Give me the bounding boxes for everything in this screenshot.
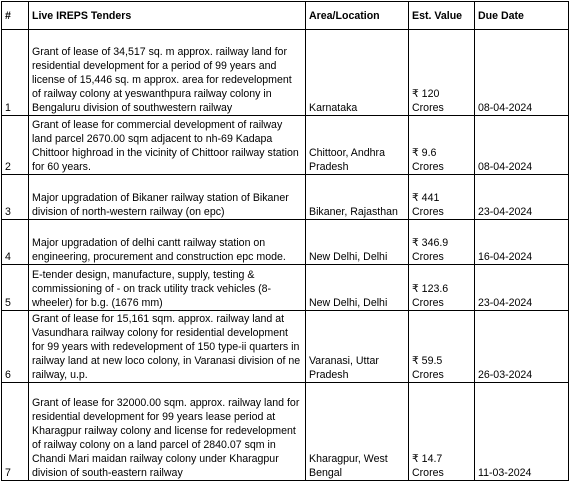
header-due-date: Due Date — [475, 2, 569, 30]
tender-area: Bikaner, Rajasthan — [306, 175, 409, 220]
tender-description: Grant of lease for 15,161 sqm. approx. railway land at Vasundhara railway colony for residential development for 99 years with redevelopment of 150 type-ii quarters in railway land at new loco colony, in Varanasi division of ne railway, u.p. — [29, 311, 306, 383]
table-header — [2, 2, 569, 30]
tender-value: ₹ 14.7 Crores — [409, 383, 475, 481]
table-row — [2, 311, 569, 383]
tender-area: Varanasi, Uttar Pradesh — [306, 311, 409, 383]
row-number: 2 — [2, 116, 29, 175]
header-row — [2, 2, 569, 30]
tender-value: ₹ 9.6 Crores — [409, 116, 475, 175]
row-number: 7 — [2, 383, 29, 481]
row-number: 4 — [2, 220, 29, 265]
tender-value: ₹ 441 Crores — [409, 175, 475, 220]
tenders-table — [1, 1, 569, 481]
table-row — [2, 175, 569, 220]
row-number: 5 — [2, 265, 29, 311]
table-row — [2, 383, 569, 481]
tender-due-date: 23-04-2024 — [475, 175, 569, 220]
tender-value: ₹ 120 Crores — [409, 30, 475, 116]
table-row — [2, 265, 569, 311]
tender-value: ₹ 346.9 Crores — [409, 220, 475, 265]
row-number: 6 — [2, 311, 29, 383]
tender-due-date: 26-03-2024 — [475, 311, 569, 383]
tender-description: Grant of lease of 34,517 sq. m approx. railway land for residential development for a period of 99 years and license of 15,446 sq. m approx. area for redevelopment of railway colony at yeswanthpura railway colony in Bengaluru division of southwestern railway — [29, 30, 306, 116]
tender-due-date: 23-04-2024 — [475, 265, 569, 311]
tender-area: Karnataka — [306, 30, 409, 116]
tender-area: New Delhi, Delhi — [306, 220, 409, 265]
table-row — [2, 30, 569, 116]
tender-value: ₹ 59.5 Crores — [409, 311, 475, 383]
tender-description: Grant of lease for 32000.00 sqm. approx. railway land for residential development for 99 years lease period at Kharagpur railway colony and license for redevelopment of railway colony on a land parcel of 2840.07 sqm in Chandi Mari maidan railway colony under Kharagpur division of south-eastern railway — [29, 383, 306, 481]
table-body — [2, 30, 569, 481]
tender-due-date: 11-03-2024 — [475, 383, 569, 481]
tender-description: Grant of lease for commercial development of railway land parcel 2670.00 sqm adjacent to nh-69 Kadapa Chittoor highroad in the vicinity of Chittoor railway station for 60 years. — [29, 116, 306, 175]
tender-description: Major upgradation of delhi cantt railway station on engineering, procurement and construction epc mode. — [29, 220, 306, 265]
table-row — [2, 220, 569, 265]
table-row — [2, 116, 569, 175]
tender-due-date: 08-04-2024 — [475, 30, 569, 116]
tender-due-date: 16-04-2024 — [475, 220, 569, 265]
tender-description: Major upgradation of Bikaner railway station of Bikaner division of north-western railway (on epc) — [29, 175, 306, 220]
row-number: 3 — [2, 175, 29, 220]
tender-area: New Delhi, Delhi — [306, 265, 409, 311]
tender-description: E-tender design, manufacture, supply, testing & commissioning of - on track utility track vehicles (8-wheeler) for b.g. (1676 mm) — [29, 265, 306, 311]
tender-area: Chittoor, Andhra Pradesh — [306, 116, 409, 175]
row-number: 1 — [2, 30, 29, 116]
tender-area: Kharagpur, West Bengal — [306, 383, 409, 481]
header-number: # — [2, 2, 29, 30]
tender-value: ₹ 123.6 Crores — [409, 265, 475, 311]
tender-due-date: 08-04-2024 — [475, 116, 569, 175]
header-tenders: Live IREPS Tenders — [29, 2, 306, 30]
header-value: Est. Value — [409, 2, 475, 30]
header-area: Area/Location — [306, 2, 409, 30]
